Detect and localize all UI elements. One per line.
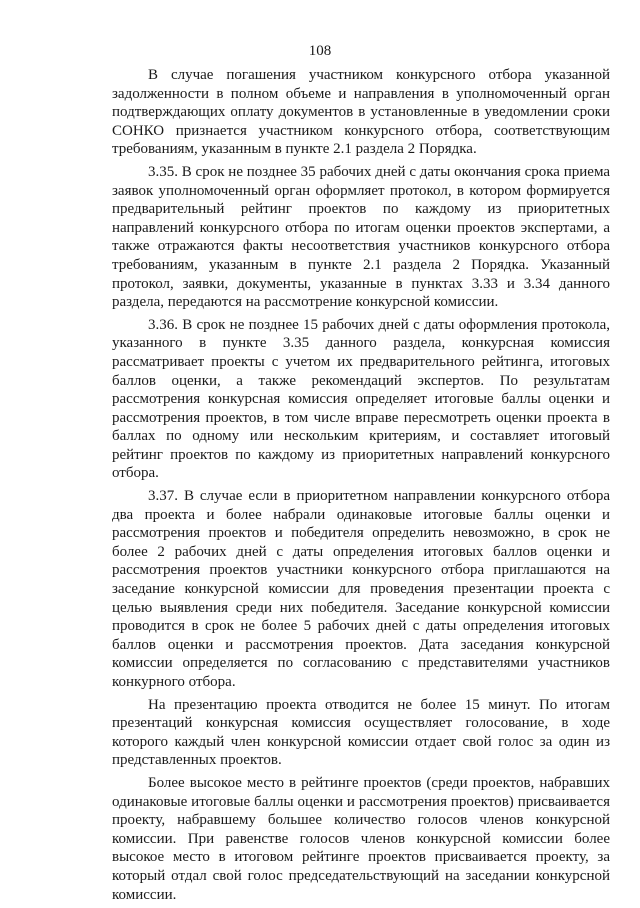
paragraph-3-36: 3.36. В срок не позднее 15 рабочих дней с даты оформления протокола, указанного в пункте 3.35 данного раздела, конкурсная комиссия рассматривает проекты с учетом их предварительного рейтинга, итоговых баллов оценки, а также рекомендаций экспертов. По результатам рассмотрения конкурсная комиссия определяет итоговые баллы оценки и рассмотрения проектов, в том числе вправе пересмотреть оценки проекта в баллах по одному или нескольким критериям, и составляет итоговый рейтинг проектов по каждому из приоритетных направлений конкурсного отбора.: [112, 316, 610, 482]
paragraph-3-35: 3.35. В срок не позднее 35 рабочих дней с даты окончания срока приема заявок уполномоченный орган оформляет протокол, в котором формируется предварительный рейтинг проектов по каждому из приоритетных направлений конкурсного отбора по итогам оценки проектов экспертами, а также отражаются факты несоответствия участников конкурсного отбора требованиям, указанным в пункте 2.1 раздела 2 Порядка. Указанный протокол, заявки, документы, указанные в пунктах 3.33 и 3.34 данного раздела, передаются на рассмотрение конкурсной комиссии.: [112, 163, 610, 311]
document-body: [112, 66, 610, 908]
paragraph-presentation: На презентацию проекта отводится не более 15 минут. По итогам презентаций конкурсная комиссия осуществляет голосование, в ходе которого каждый член конкурсной комиссии отдает свой голос за один из представленных проектов.: [112, 696, 610, 769]
paragraph-3-37: 3.37. В случае если в приоритетном направлении конкурсного отбора два проекта и более набрали одинаковые итоговые баллы оценки и рассмотрения проектов и победителя определить невозможно, в срок не более 2 рабочих дней с даты определения итоговых баллов оценки и рассмотрения проектов участники конкурсного отбора приглашаются на заседание конкурсной комиссии для проведения презентации проекта с целью выявления среди них победителя. Заседание конкурсной комиссии проводится в срок не более 5 рабочих дней с даты определения итоговых баллов оценки и рассмотрения проектов. Дата заседания конкурсной комиссии определяется по согласованию с представителями участников конкурного отбора.: [112, 488, 610, 690]
paragraph-ranking: Более высокое место в рейтинге проектов (среди проектов, набравших одинаковые итоговые баллы оценки и рассмотрения проектов) присваивается проекту, набравшему большее количество голосов членов конкурсной комиссии. При равенстве голосов членов конкурсной комиссии более высокое место в итоговом рейтинге проектов присваивается проекту, за который отдал свой голос председательствующий на заседании конкурсной комиссии.: [112, 774, 610, 903]
paragraph-debt-repayment: В случае погашения участником конкурсного отбора указанной задолженности в полном объеме и направления в уполномоченный орган подтверждающих оплату документов в установленные в уведомлении сроки СОНКО признается участником конкурсного отбора, соответствующим требованиям, указанным в пункте 2.1 раздела 2 Порядка.: [112, 67, 610, 158]
page-number: 108: [308, 43, 332, 59]
